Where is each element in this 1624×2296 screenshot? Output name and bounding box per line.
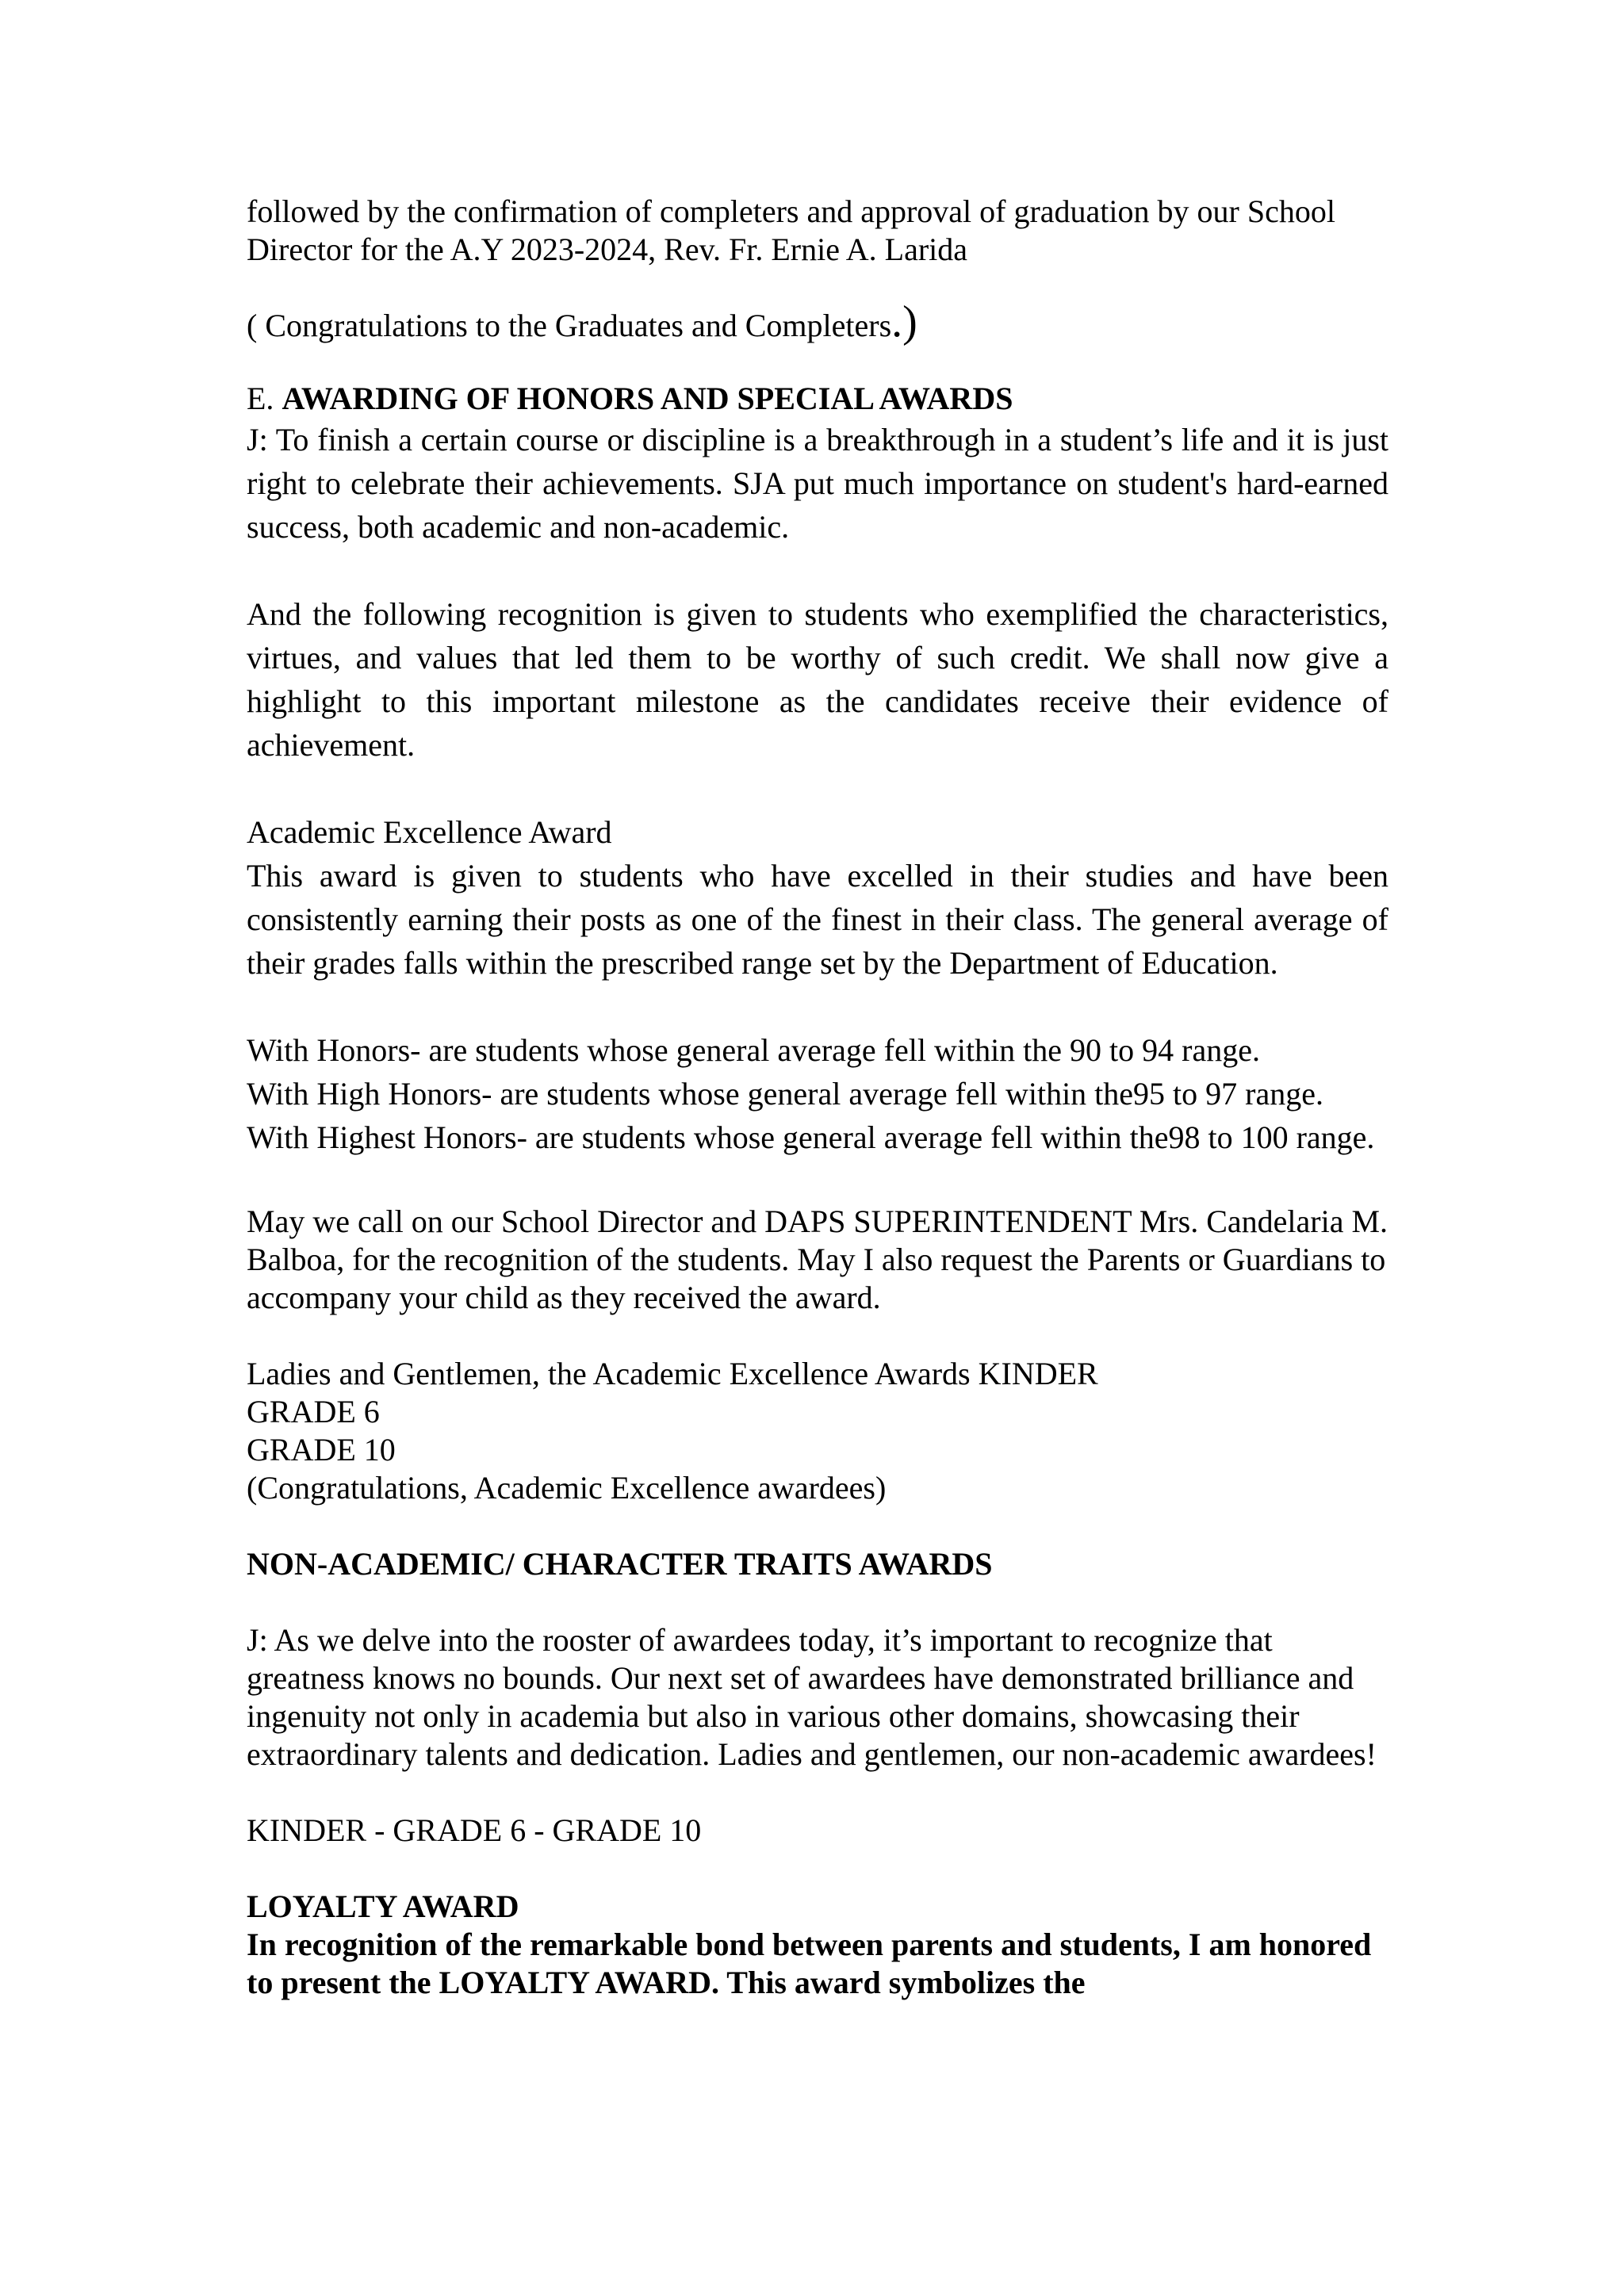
grades-line: KINDER - GRADE 6 - GRADE 10 (247, 1812, 702, 1848)
congratulations-text: ( Congratulations to the Graduates and Completers (247, 308, 892, 343)
section-e-heading (247, 380, 1388, 418)
awards-grade-10: GRADE 10 (247, 1432, 396, 1468)
recognition-paragraph: And the following recognition is given to students who exemplified the characteristics, virtues, and values that led them to be worthy of such credit. We shall now give a highlight to this important milestone as the candidates receive their evidence of achievement. (247, 596, 1388, 763)
academic-excellence-heading: Academic Excellence Award (247, 814, 612, 850)
nonacademic-paragraph: J: As we delve into the rooster of awardees today, it’s important to recognize that greatness knows no bounds. Our next set of awardees have demonstrated brilliance and ingenuity not only in academia but also in various other domains, showcasing their extraordinary talents and dedication. Ladies and gentlemen, our non-academic awardees! (247, 1622, 1377, 1772)
congratulations-note (247, 297, 1388, 346)
section-e-prefix: E. (247, 381, 282, 416)
nonacademic-heading: NON-ACADEMIC/ CHARACTER TRAITS AWARDS (247, 1546, 993, 1582)
highest-honors-item: With Highest Honors- are students whose general average fell within the98 to 100 range. (247, 1119, 1375, 1155)
high-honors-item: With High Honors- are students whose general average fell within the95 to 97 range. (247, 1076, 1323, 1112)
awards-congratulations: (Congratulations, Academic Excellence awardees) (247, 1470, 887, 1506)
honors-list (247, 1028, 1388, 1159)
academic-awards-list (247, 1355, 1388, 1507)
document-page (247, 193, 1388, 2002)
intro-paragraph: followed by the confirmation of completers and approval of graduation by our School Director for the A.Y 2023-2024, Rev. Fr. Ernie A. Larida (247, 193, 1335, 267)
congratulations-close-paren: ) (902, 297, 917, 346)
finish-course-paragraph: J: To finish a certain course or discipline is a breakthrough in a student’s life and it is just right to celebrate their achievements. SJA put much importance on student's hard-earned success, both academic and non-academic. (247, 422, 1388, 545)
loyalty-award-heading: LOYALTY AWARD (247, 1888, 519, 1924)
loyalty-award-paragraph: In recognition of the remarkable bond between parents and students, I am honored to present the LOYALTY AWARD. This award symbolizes the (247, 1927, 1372, 2000)
awards-announcement: Ladies and Gentlemen, the Academic Excellence Awards KINDER (247, 1356, 1098, 1391)
awards-grade-6: GRADE 6 (247, 1394, 380, 1429)
congratulations-period: . (891, 297, 903, 346)
call-director-paragraph: May we call on our School Director and DAPS SUPERINTENDENT Mrs. Candelaria M. Balboa, for the recognition of the students. May I also request the Parents or Guardians to accompany your child as they received the award. (247, 1203, 1388, 1315)
honors-item: With Honors- are students whose general average fell within the 90 to 94 range. (247, 1032, 1260, 1068)
academic-excellence-description: This award is given to students who have excelled in their studies and have been consistently earning their posts as one of the finest in their class. The general average of their grades falls within the prescribed range set by the Department of Education. (247, 858, 1388, 981)
section-e-title: AWARDING OF HONORS AND SPECIAL AWARDS (282, 381, 1013, 416)
